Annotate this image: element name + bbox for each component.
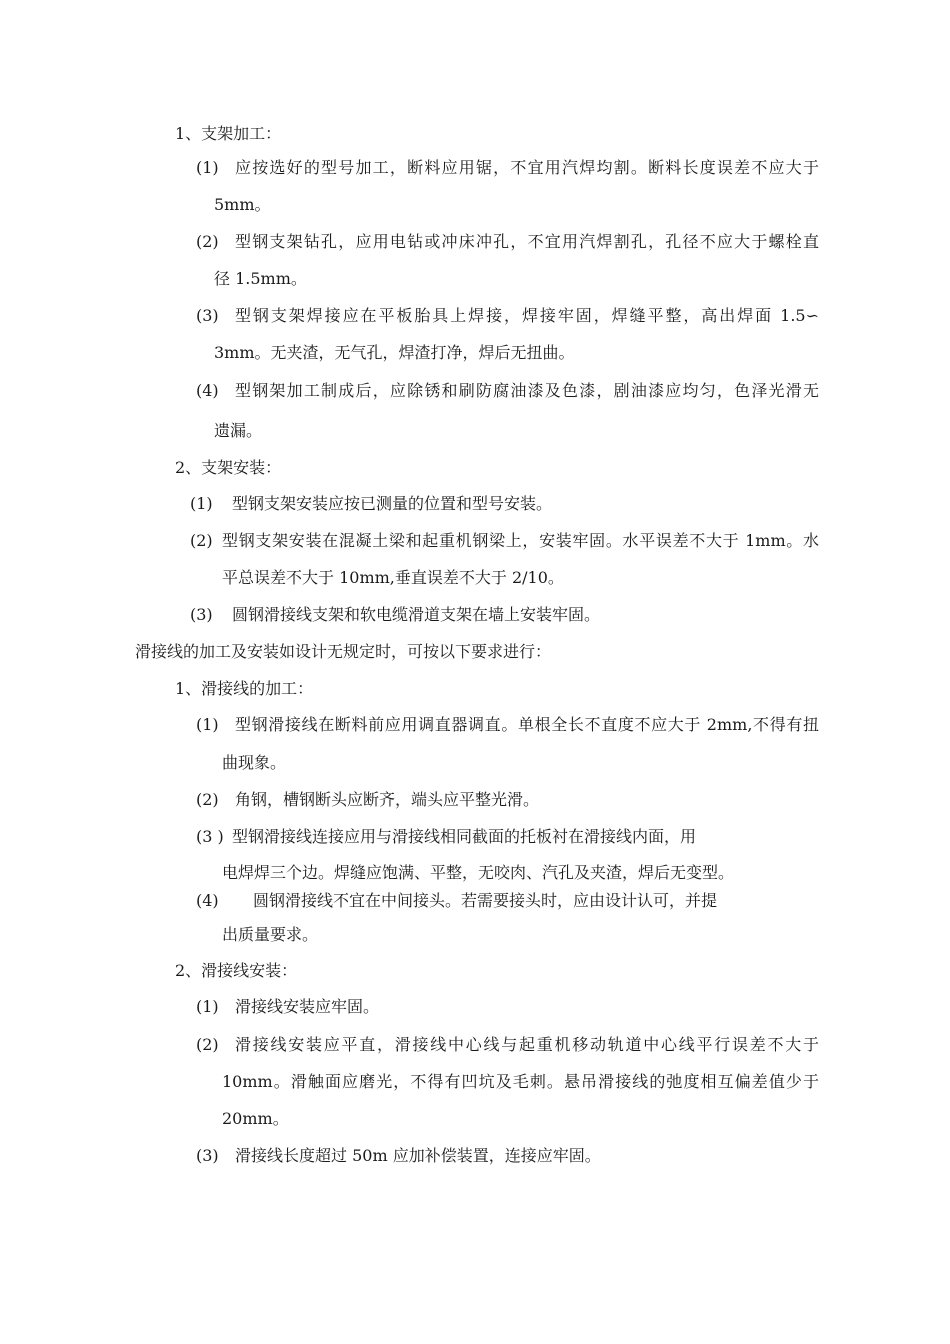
item-number: (1) xyxy=(196,158,219,177)
item-text: 应按选好的型号加工，断料应用锯，不宜用汽焊均割。断料长度误差不应大于 xyxy=(235,158,819,177)
item-number: (1) xyxy=(196,997,219,1016)
intro-paragraph: 滑接线的加工及安装如设计无规定时，可按以下要求进行： xyxy=(135,642,552,661)
item-text-continuation: 平总误差不大于 10mm,垂直误差不大于 2/10。 xyxy=(222,568,564,587)
item-number: (4) xyxy=(196,381,219,400)
item-text-continuation: 电焊焊三个边。焊缝应饱满、平整，无咬肉、汽孔及夹渣，焊后无变型。 xyxy=(222,863,735,882)
item-text-continuation: 径 1.5mm。 xyxy=(214,269,307,288)
item-number: (1) xyxy=(196,715,219,734)
item-text-continuation: 出质量要求。 xyxy=(222,925,319,944)
item-number: (2) xyxy=(196,232,219,251)
item-text: 滑接线安装应牢固。 xyxy=(235,997,380,1016)
section-heading-sliding-wire-processing: 1、滑接线的加工： xyxy=(175,679,314,698)
item-text: 型钢滑接线在断料前应用调直器调直。单根全长不直度不应大于 2mm,不得有扭 xyxy=(235,715,819,734)
item-number: (3) xyxy=(190,605,213,624)
item-number: (4) xyxy=(196,891,219,910)
section-heading-sliding-wire-installation: 2、滑接线安装： xyxy=(175,961,298,980)
item-text: 型钢支架钻孔，应用电钻或冲床冲孔，不宜用汽焊割孔，孔径不应大于螺栓直 xyxy=(235,232,819,251)
section-heading-bracket-installation: 2、支架安装： xyxy=(175,458,282,477)
item-text-continuation: 20mm。 xyxy=(222,1109,289,1128)
item-text: 滑接线安装应平直，滑接线中心线与起重机移动轨道中心线平行误差不大于 xyxy=(235,1035,819,1054)
item-text: 圆钢滑接线不宜在中间接头。若需要接头时，应由设计认可，并提 xyxy=(253,891,718,910)
item-number: (3 ) xyxy=(196,827,224,846)
item-text: 角钢，槽钢断头应断齐，端头应平整光滑。 xyxy=(235,790,540,809)
item-text: 型钢支架安装应按已测量的位置和型号安装。 xyxy=(232,494,553,513)
item-text-continuation: 曲现象。 xyxy=(222,753,287,772)
item-text: 型钢支架安装在混凝土梁和起重机钢梁上，安装牢固。水平误差不大于 1mm。水 xyxy=(222,531,819,550)
item-text-continuation: 3mm。无夹渣，无气孔，焊渣打净，焊后无扭曲。 xyxy=(214,343,575,362)
item-number: (2) xyxy=(196,790,219,809)
item-text: 型钢支架焊接应在平板胎具上焊接，焊接牢固，焊缝平整，高出焊面 1.5∽ xyxy=(235,306,819,325)
item-number: (2) xyxy=(190,531,213,550)
item-number: (2) xyxy=(196,1035,219,1054)
item-text-continuation: 5mm。 xyxy=(214,195,271,214)
item-text: 型钢架加工制成后，应除锈和刷防腐油漆及色漆，剧油漆应均匀，色泽光滑无 xyxy=(235,381,819,400)
item-text-continuation: 遗漏。 xyxy=(214,421,263,440)
item-number: (3) xyxy=(196,1146,219,1165)
item-text-continuation: 10mm。滑触面应磨光，不得有凹坑及毛刺。悬吊滑接线的弛度相互偏差值少于 xyxy=(222,1072,819,1091)
item-text: 型钢滑接线连接应用与滑接线相同截面的托板衬在滑接线内面，用 xyxy=(232,827,697,846)
section-heading-bracket-processing: 1、支架加工： xyxy=(175,124,282,143)
item-text: 滑接线长度超过 50m 应加补偿装置，连接应牢固。 xyxy=(235,1146,601,1165)
item-number: (3) xyxy=(196,306,219,325)
item-text: 圆钢滑接线支架和软电缆滑道支架在墙上安装牢固。 xyxy=(232,605,601,624)
item-number: (1) xyxy=(190,494,213,513)
